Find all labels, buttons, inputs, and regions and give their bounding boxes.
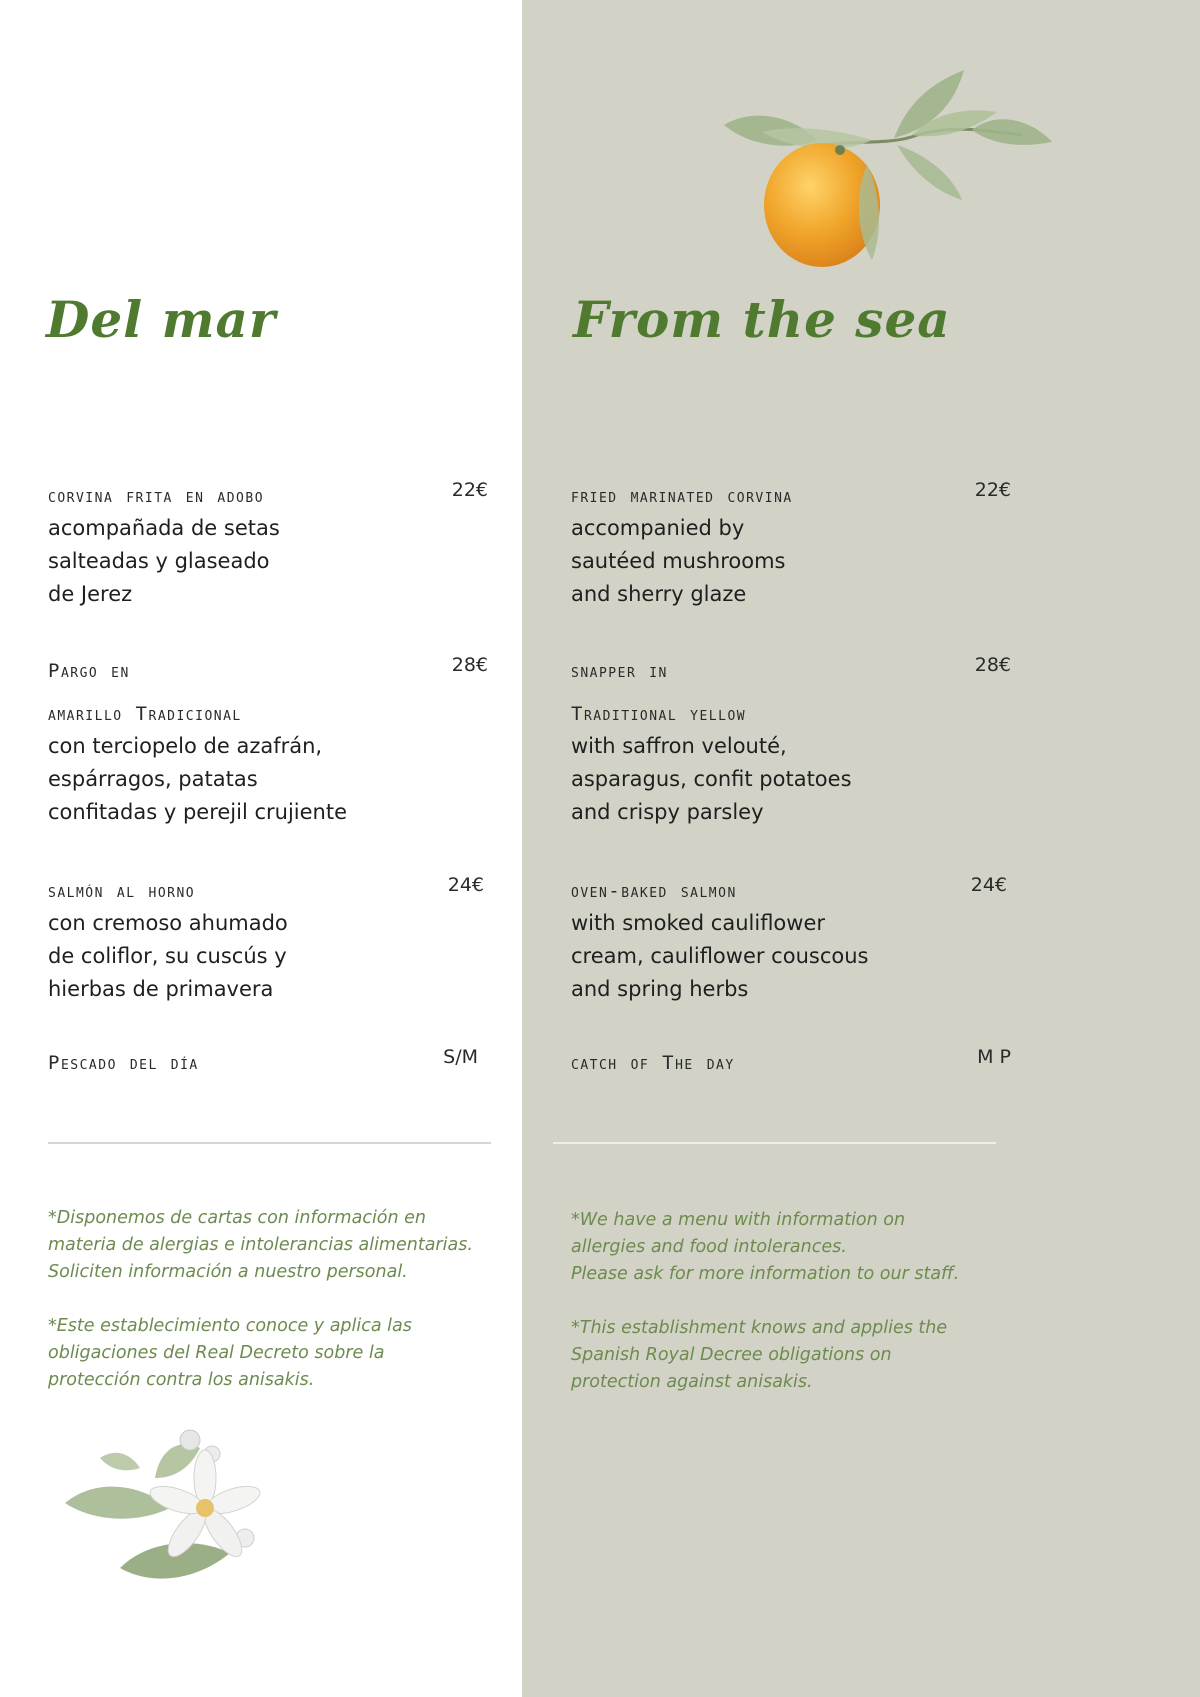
dish-name: Pargo en amarillo Tradicional	[48, 660, 242, 725]
dish-name: catch of The day	[571, 1052, 735, 1074]
english-heading: From the sea	[573, 290, 951, 349]
dish-name: Pescado del día	[48, 1052, 199, 1074]
dish-price: 24€	[447, 874, 484, 896]
dish-price: 28€	[974, 654, 1011, 676]
section-divider	[48, 1142, 491, 1144]
menu-item	[48, 650, 488, 829]
dish-price: 22€	[451, 479, 488, 501]
menu-item	[48, 870, 488, 1006]
dish-name: oven-baked salmon	[571, 880, 737, 902]
dish-description: with saffron velouté, asparagus, confit potatoes and crispy parsley	[571, 734, 852, 824]
dish-price: M P	[977, 1046, 1011, 1068]
dish-description: accompanied by sautéed mushrooms and sherry glaze	[571, 516, 786, 606]
spanish-heading: Del mar	[46, 290, 277, 349]
allergen-note: *Disponemos de cartas con información en materia de alergias e intolerancias alimentarias. Soliciten información a nuestro personal.	[48, 1208, 473, 1282]
dish-price: S/M	[443, 1046, 478, 1068]
dish-name: fried marinated corvina	[571, 485, 793, 507]
dish-name: corvina frita en adobo	[48, 485, 265, 507]
dish-price: 22€	[974, 479, 1011, 501]
dish-name: snapper in Traditional yellow	[571, 660, 747, 725]
dish-price: 28€	[451, 654, 488, 676]
menu-item	[571, 475, 1011, 611]
menu-item	[571, 1042, 1011, 1085]
spanish-menu-column	[48, 0, 508, 1697]
dish-name: salmón al horno	[48, 880, 196, 902]
anisakis-note: *Este establecimiento conoce y aplica las obligaciones del Real Decreto sobre la protección contra los anisakis.	[48, 1316, 412, 1390]
menu-item	[48, 1042, 488, 1085]
dish-price: 24€	[970, 874, 1007, 896]
menu-item	[571, 650, 1011, 829]
dish-description: con cremoso ahumado de coliflor, su cuscús y hierbas de primavera	[48, 911, 288, 1001]
dish-description: with smoked cauliflower cream, cauliflower couscous and spring herbs	[571, 911, 869, 1001]
anisakis-note: *This establishment knows and applies the Spanish Royal Decree obligations on protection against anisakis.	[571, 1318, 948, 1392]
allergen-note: *We have a menu with information on allergies and food intolerances. Please ask for more information to our staff.	[571, 1210, 960, 1284]
english-menu-column	[571, 0, 1031, 1697]
dish-description: con terciopelo de azafrán, espárragos, patatas confitadas y perejil crujiente	[48, 734, 348, 824]
section-divider	[553, 1142, 996, 1144]
menu-item	[571, 870, 1011, 1006]
dish-description: acompañada de setas salteadas y glaseado de Jerez	[48, 516, 280, 606]
menu-item	[48, 475, 488, 611]
